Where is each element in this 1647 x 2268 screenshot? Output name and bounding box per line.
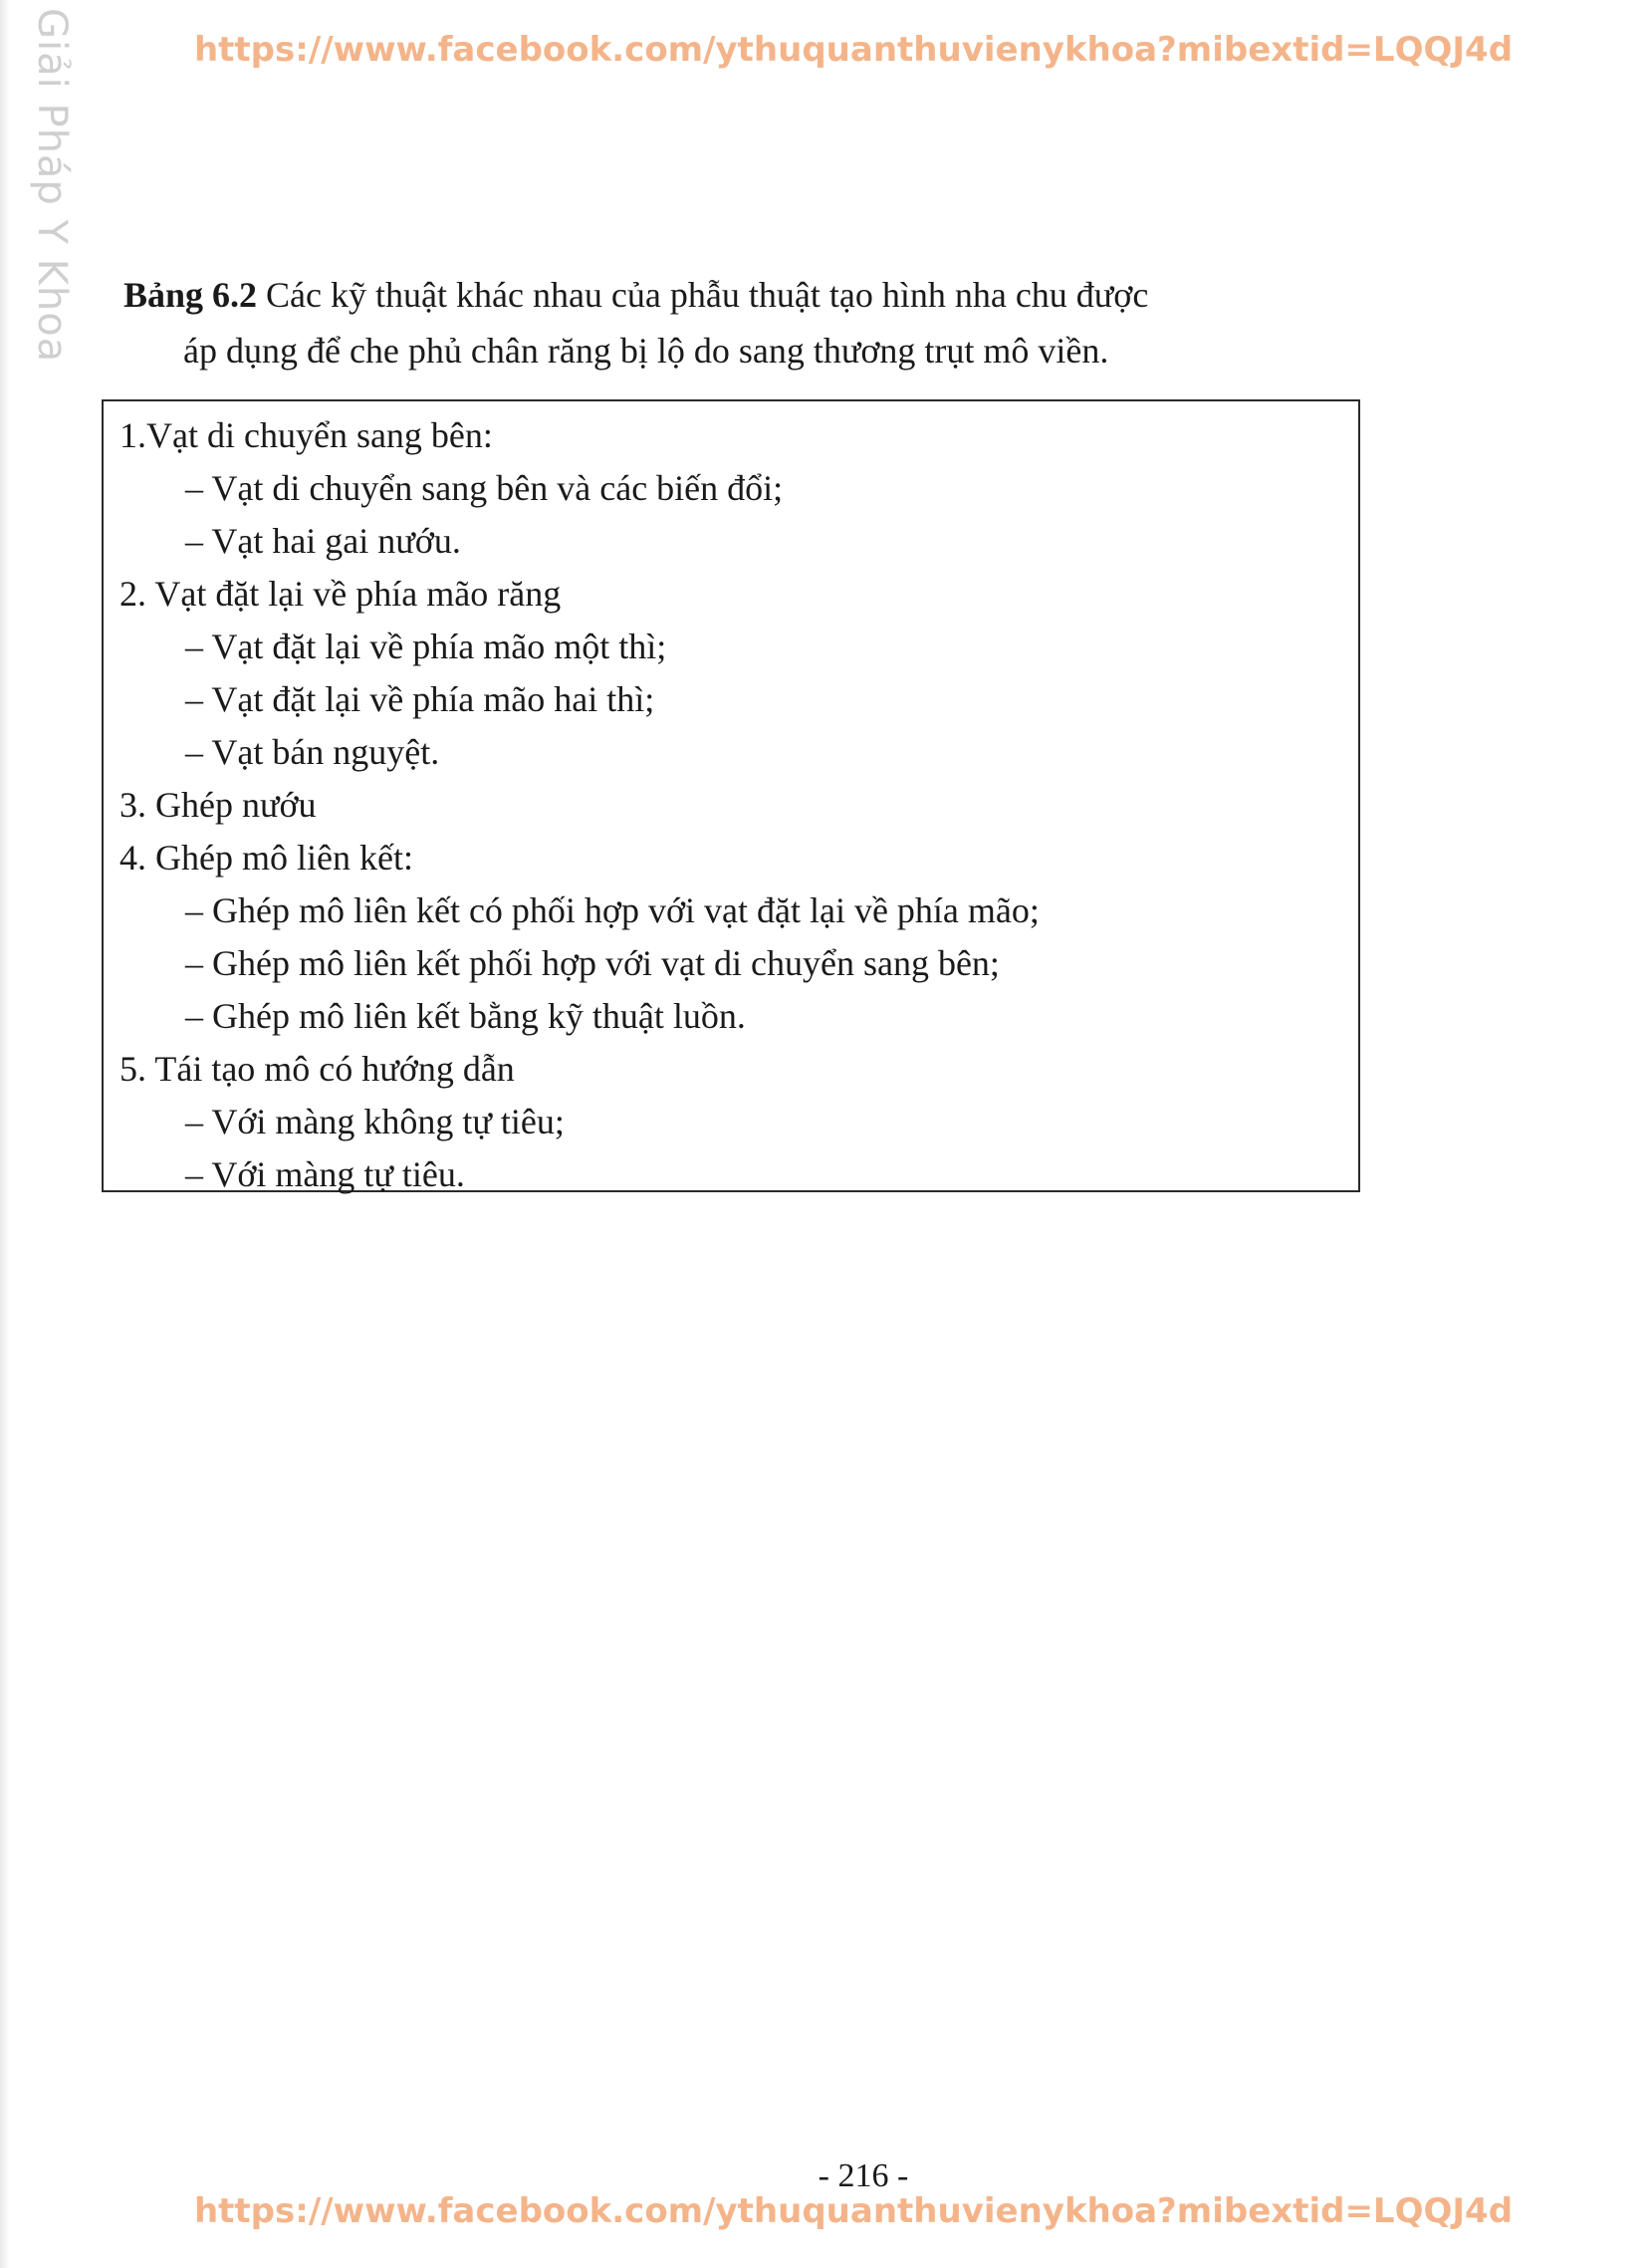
table-row: – Vạt đặt lại về phía mão hai thì; bbox=[185, 679, 655, 719]
table-caption bbox=[123, 267, 1358, 378]
side-watermark: Giải Pháp Y Khoa bbox=[29, 8, 75, 364]
table-row: 1.Vạt di chuyển sang bên: bbox=[119, 415, 493, 455]
url-watermark-top: https://www.facebook.com/ythuquanthuvienykhoa?mibextid=LQQJ4d bbox=[193, 30, 1514, 70]
caption-label: Bảng 6.2 bbox=[123, 275, 258, 315]
page-edge-shadow bbox=[0, 0, 10, 2268]
table-row: – Với màng tự tiêu. bbox=[185, 1154, 465, 1194]
table-row: 4. Ghép mô liên kết: bbox=[119, 838, 413, 878]
table-row: – Với màng không tự tiêu; bbox=[185, 1102, 565, 1141]
table-row: – Ghép mô liên kết phối hợp với vạt di chuyển sang bên; bbox=[185, 943, 1000, 983]
table-row: – Vạt di chuyển sang bên và các biến đổi; bbox=[185, 468, 784, 508]
table-row: 2. Vạt đặt lại về phía mão răng bbox=[119, 574, 562, 614]
table-row: – Ghép mô liên kết có phối hợp với vạt đặt lại về phía mão; bbox=[185, 890, 1040, 930]
url-watermark-bottom: https://www.facebook.com/ythuquanthuvienykhoa?mibextid=LQQJ4d bbox=[193, 2191, 1514, 2231]
techniques-table bbox=[102, 399, 1360, 1192]
table-row: – Vạt đặt lại về phía mão một thì; bbox=[185, 627, 667, 666]
table-row: – Vạt bán nguyệt. bbox=[185, 732, 440, 772]
table-row: – Ghép mô liên kết bằng kỹ thuật luồn. bbox=[185, 996, 746, 1036]
page-number: - 216 - bbox=[818, 2157, 909, 2194]
table-row: 3. Ghép nướu bbox=[119, 785, 317, 825]
caption-line-1 bbox=[123, 267, 1358, 323]
table-row: 5. Tái tạo mô có hướng dẫn bbox=[119, 1049, 515, 1089]
caption-line-2: áp dụng để che phủ chân răng bị lộ do sang thương trụt mô viền. bbox=[183, 331, 1109, 371]
caption-text: Các kỹ thuật khác nhau của phẫu thuật tạo hình nha chu được bbox=[257, 275, 1149, 315]
table-row: – Vạt hai gai nướu. bbox=[185, 521, 461, 561]
